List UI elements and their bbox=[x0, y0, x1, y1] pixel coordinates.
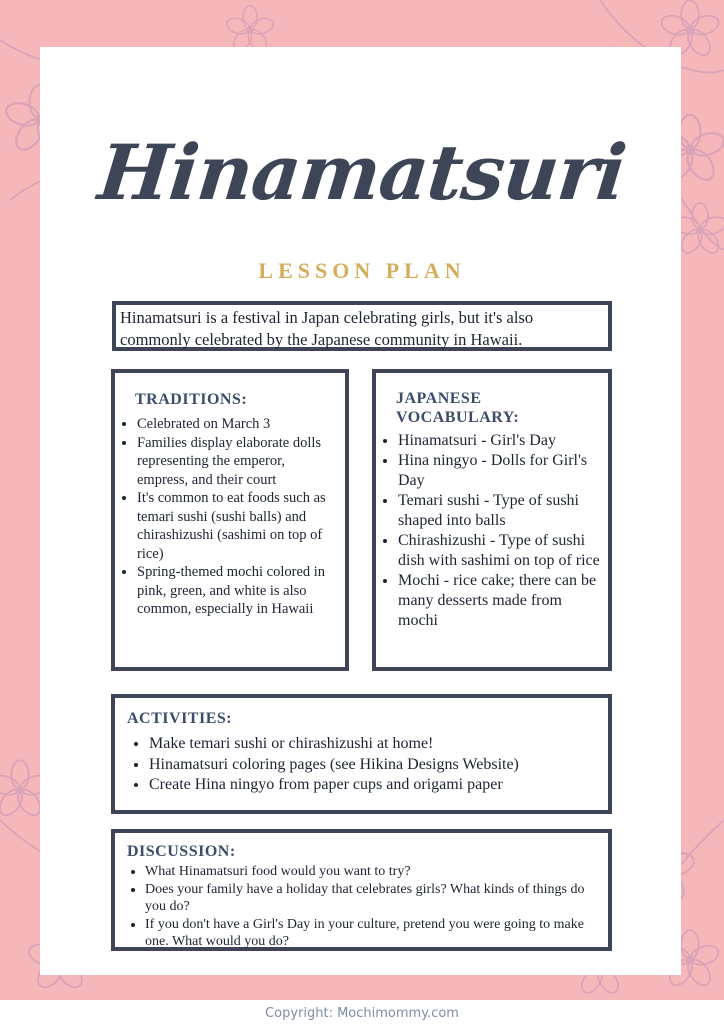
list-item: • Hinamatsuri - Girl's Day bbox=[398, 431, 602, 451]
list-item: • If you don't have a Girl's Day in your culture, pretend you were going to make one. What would you do? bbox=[145, 916, 598, 951]
vocabulary-box bbox=[372, 369, 612, 671]
traditions-list bbox=[119, 415, 337, 619]
traditions-heading: TRADITIONS: bbox=[135, 391, 248, 408]
copyright-text: Copyright: Mochimommy.com bbox=[265, 1006, 459, 1021]
activities-list bbox=[127, 734, 598, 796]
activities-box bbox=[111, 694, 612, 814]
list-item: • Make temari sushi or chirashizushi at home! bbox=[149, 734, 598, 755]
intro-box bbox=[112, 301, 612, 351]
intro-text: Hinamatsuri is a festival in Japan celebrating girls, but it's also commonly celebrated by the Japanese community in Hawaii. bbox=[120, 308, 534, 349]
list-item: • Hina ningyo - Dolls for Girl's Day bbox=[398, 451, 602, 491]
list-item: • Families display elaborate dolls representing the emperor, empress, and their court bbox=[137, 434, 337, 490]
discussion-list bbox=[127, 863, 598, 951]
list-item: • Celebrated on March 3 bbox=[137, 415, 337, 434]
list-item: • Hinamatsuri coloring pages (see Hikina Designs Website) bbox=[149, 755, 598, 776]
list-item: • Temari sushi - Type of sushi shaped into balls bbox=[398, 491, 602, 531]
traditions-box bbox=[111, 369, 349, 671]
list-item: • Mochi - rice cake; there can be many desserts made from mochi bbox=[398, 571, 602, 631]
discussion-heading: DISCUSSION: bbox=[127, 843, 236, 860]
list-item: • Spring-themed mochi colored in pink, green, and white is also common, especially in Hawaii bbox=[137, 563, 337, 619]
vocabulary-heading: JAPANESE VOCABULARY: bbox=[396, 390, 520, 426]
list-item: • It's common to eat foods such as temari sushi (sushi balls) and chirashizushi (sashimi on top of rice) bbox=[137, 489, 337, 563]
list-item: • What Hinamatsuri food would you want to try? bbox=[145, 863, 598, 881]
list-item: • Create Hina ningyo from paper cups and origami paper bbox=[149, 775, 598, 796]
lesson-plan-subtitle: LESSON PLAN bbox=[258, 258, 466, 283]
page-title: Hinamatsuri bbox=[94, 128, 630, 217]
vocabulary-list bbox=[380, 431, 602, 631]
activities-heading: ACTIVITIES: bbox=[127, 710, 233, 727]
discussion-box bbox=[111, 829, 612, 951]
list-item: • Does your family have a holiday that celebrates girls? What kinds of things do you do? bbox=[145, 881, 598, 916]
list-item: • Chirashizushi - Type of sushi dish with sashimi on top of rice bbox=[398, 531, 602, 571]
